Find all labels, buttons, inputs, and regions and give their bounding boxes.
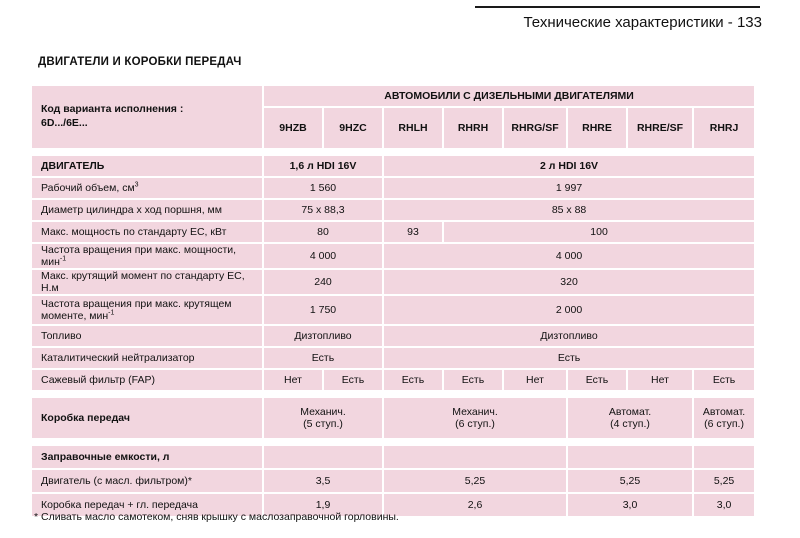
capacity-gearbox-3: 3,0 xyxy=(568,494,692,516)
displacement-label xyxy=(32,178,262,198)
gearbox-auto-6-steps: (6 ступ.) xyxy=(704,418,744,431)
capacity-engine-4: 5,25 xyxy=(694,470,754,492)
fap-label: Сажевый фильтр (FAP) xyxy=(32,370,262,390)
capacity-gearbox-1: 1,9 xyxy=(264,494,382,516)
fap-9hzb: Нет xyxy=(264,370,322,390)
gearbox-auto-4-type: Автомат. xyxy=(608,406,652,419)
capacity-gearbox-4: 3,0 xyxy=(694,494,754,516)
fap-rhlh: Есть xyxy=(384,370,442,390)
capacity-engine-label: Двигатель (с масл. фильтром)* xyxy=(32,470,262,492)
engine-b: 2 л HDI 16V xyxy=(384,156,754,176)
capacity-gearbox-label: Коробка передач + гл. передача xyxy=(32,494,262,516)
gearbox-manual-6 xyxy=(384,398,566,438)
variant-code-label xyxy=(32,86,262,148)
engine-a: 1,6 л HDI 16V xyxy=(264,156,382,176)
variant-code-sub: 6D.../6E... xyxy=(41,117,88,129)
torque-label: Макс. крутящий момент по стандарту ЕС, Н.м xyxy=(32,270,262,294)
bore-stroke-b: 85 x 88 xyxy=(384,200,754,220)
torque-rpm-sup: -1 xyxy=(108,309,115,317)
displacement-b: 1 997 xyxy=(384,178,754,198)
capacity-engine-3: 5,25 xyxy=(568,470,692,492)
catalyst-a: Есть xyxy=(264,348,382,368)
gearbox-manual-6-type: Механич. xyxy=(452,406,498,419)
page-title: Технические характеристики - 133 xyxy=(523,14,762,31)
gearbox-auto-4 xyxy=(568,398,692,438)
power-rpm-b: 4 000 xyxy=(384,244,754,268)
torque-rpm-label xyxy=(32,296,262,324)
section-title: ДВИГАТЕЛИ И КОРОБКИ ПЕРЕДАЧ xyxy=(38,56,242,68)
capacity-engine-2: 5,25 xyxy=(384,470,566,492)
code-rhre: RHRE xyxy=(568,108,626,148)
torque-rpm-b: 2 000 xyxy=(384,296,754,324)
fap-rhrg-sf: Нет xyxy=(504,370,566,390)
capacities-label: Заправочные емкости, л xyxy=(32,446,262,468)
gearbox-auto-6 xyxy=(694,398,754,438)
capacities-blank-3 xyxy=(568,446,692,468)
bore-stroke-a: 75 x 88,3 xyxy=(264,200,382,220)
code-rhre-sf: RHRE/SF xyxy=(628,108,692,148)
fap-rhrh: Есть xyxy=(444,370,502,390)
code-rhrh: RHRH xyxy=(444,108,502,148)
specs-table xyxy=(30,84,756,518)
footnote: * Сливать масло самотеком, сняв крышку с маслозаправочной горловины. xyxy=(34,511,399,523)
displacement-a: 1 560 xyxy=(264,178,382,198)
torque-a: 240 xyxy=(264,270,382,294)
power-label: Макс. мощность по стандарту ЕС, кВт xyxy=(32,222,262,242)
power-rpm-sup: -1 xyxy=(59,255,67,263)
capacities-blank-2 xyxy=(384,446,566,468)
fuel-label: Топливо xyxy=(32,326,262,346)
variant-code-title: Код варианта исполнения : xyxy=(41,103,184,116)
fap-9hzc: Есть xyxy=(324,370,382,390)
catalyst-label: Каталитический нейтрализатор xyxy=(32,348,262,368)
power-b: 100 xyxy=(444,222,754,242)
bore-stroke-label: Диаметр цилиндра x ход поршня, мм xyxy=(32,200,262,220)
power-rpm-a: 4 000 xyxy=(264,244,382,268)
code-9hzc: 9HZC xyxy=(324,108,382,148)
gearbox-label: Коробка передач xyxy=(32,398,262,438)
fuel-a: Дизтопливо xyxy=(264,326,382,346)
power-rpm-label xyxy=(32,244,262,268)
capacities-blank-1 xyxy=(264,446,382,468)
displacement-label-text: Рабочий объем, см xyxy=(41,181,135,194)
gearbox-auto-6-type: Автомат. xyxy=(702,406,746,419)
torque-b: 320 xyxy=(384,270,754,294)
gearbox-manual-5-steps: (5 ступ.) xyxy=(303,418,343,431)
code-9hzb: 9HZB xyxy=(264,108,322,148)
fap-rhre-sf: Нет xyxy=(628,370,692,390)
power-rhlh: 93 xyxy=(384,222,442,242)
capacity-engine-1: 3,5 xyxy=(264,470,382,492)
fuel-b: Дизтопливо xyxy=(384,326,754,346)
torque-rpm-label-line2: моменте, мин xyxy=(41,310,109,323)
gearbox-auto-4-steps: (4 ступ.) xyxy=(610,418,650,431)
fap-rhre: Есть xyxy=(568,370,626,390)
capacity-gearbox-2: 2,6 xyxy=(384,494,566,516)
power-a: 80 xyxy=(264,222,382,242)
fap-rhrj: Есть xyxy=(694,370,754,390)
power-rpm-label-text: Частота вращения при макс. мощности, мин xyxy=(41,244,237,269)
engine-label: ДВИГАТЕЛЬ xyxy=(32,156,262,176)
gearbox-manual-6-steps: (6 ступ.) xyxy=(455,418,495,431)
gearbox-manual-5 xyxy=(264,398,382,438)
code-rhrj: RHRJ xyxy=(694,108,754,148)
gearbox-manual-5-type: Механич. xyxy=(300,406,346,419)
torque-rpm-label-line1: Частота вращения при макс. крутящем xyxy=(41,298,232,311)
catalyst-b: Есть xyxy=(384,348,754,368)
displacement-unit-sup: 3 xyxy=(134,181,139,189)
capacities-blank-4 xyxy=(694,446,754,468)
code-rhrg-sf: RHRG/SF xyxy=(504,108,566,148)
group-header: АВТОМОБИЛИ С ДИЗЕЛЬНЫМИ ДВИГАТЕЛЯМИ xyxy=(264,86,754,106)
header-rule xyxy=(475,6,760,8)
torque-rpm-a: 1 750 xyxy=(264,296,382,324)
code-rhlh: RHLH xyxy=(384,108,442,148)
